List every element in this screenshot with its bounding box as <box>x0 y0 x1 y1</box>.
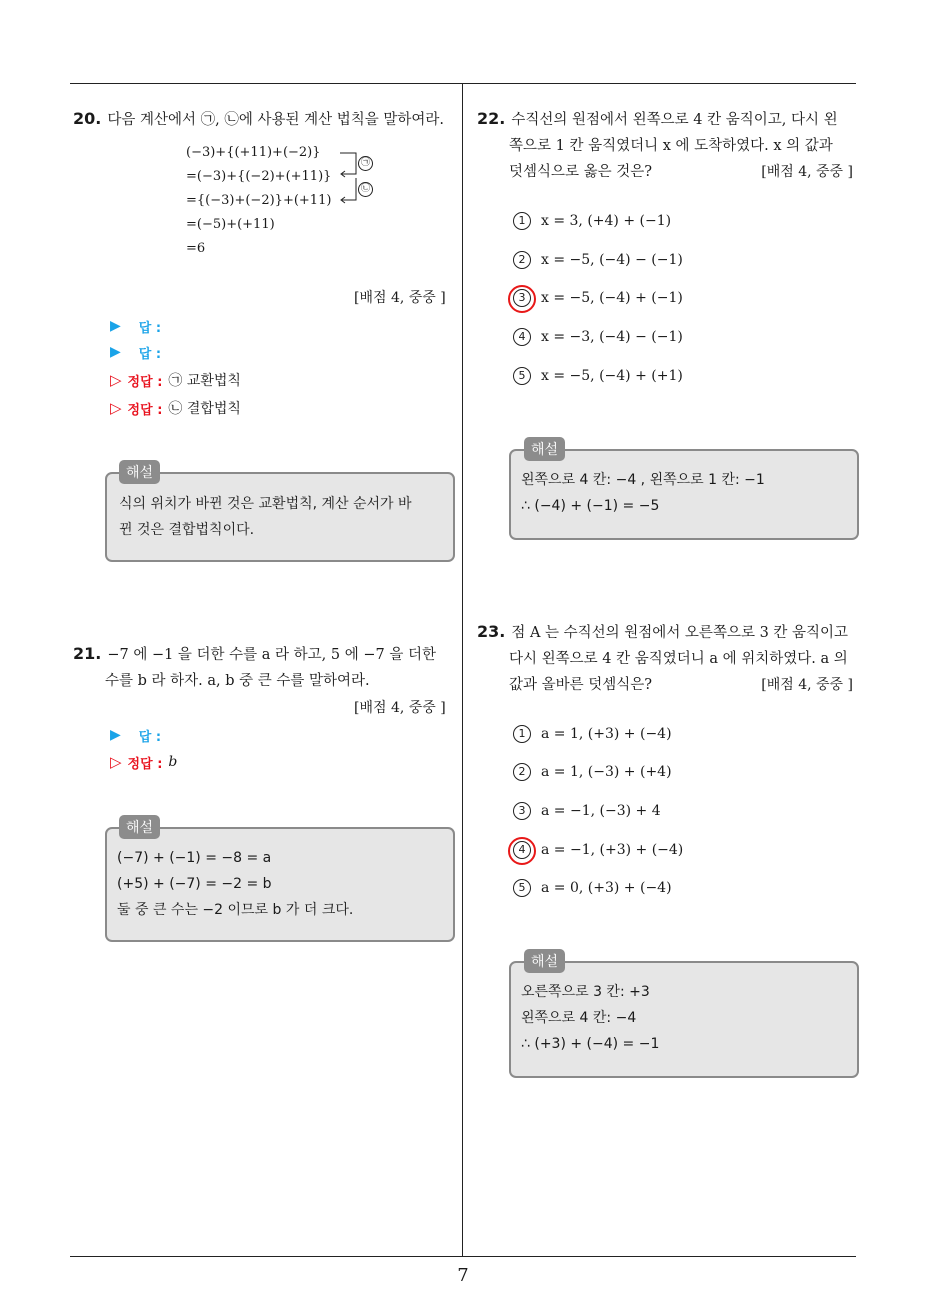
option-number: 2 <box>513 763 531 781</box>
open-triangle-icon: ▷ <box>110 753 122 771</box>
q22-line1: 수직선의 원점에서 왼쪽으로 4 칸 움직이고, 다시 왼 <box>511 112 838 128</box>
answer-label: 답 : <box>138 346 162 362</box>
q22-line3: 덧셈식으로 옳은 것은? <box>509 164 653 180</box>
q23-explanation-text <box>521 979 659 1057</box>
q23-line1: 점 A 는 수직선의 원점에서 오른쪽으로 3 칸 움직이고 <box>511 625 849 641</box>
correct-label: 정답 : <box>127 402 163 418</box>
explanation-tag: 해설 <box>119 815 160 839</box>
q21-correct-row <box>110 749 177 775</box>
calc-line: (−3)+{(+11)+(−2)} <box>186 145 321 160</box>
q20-number: 20. <box>73 109 102 128</box>
q21-line2: 수를 b 라 하자. a, b 중 큰 수를 말하여라. <box>105 673 370 689</box>
q22-number: 22. <box>477 109 506 128</box>
explanation-tag: 해설 <box>119 460 160 484</box>
q20-calculation <box>186 141 331 261</box>
q21-explanation-text <box>117 845 353 923</box>
q21-question <box>73 641 458 694</box>
correct-answer: b <box>168 754 178 770</box>
option-text: x = −3, (−4) − (−1) <box>541 329 683 345</box>
option-text: a = −1, (−3) + 4 <box>541 803 661 819</box>
column-divider <box>462 83 463 1257</box>
q23-option-1[interactable] <box>513 725 672 743</box>
explanation-tag: 해설 <box>524 437 565 461</box>
option-text: x = −5, (−4) + (+1) <box>541 368 683 384</box>
explanation-line: 둘 중 큰 수는 −2 이므로 b 가 더 크다. <box>117 902 354 918</box>
option-number: 3 <box>513 289 531 307</box>
answer-label: 답 : <box>138 320 162 336</box>
correct-label: 정답 : <box>127 756 163 772</box>
option-number: 5 <box>513 367 531 385</box>
option-number: 2 <box>513 251 531 269</box>
filled-triangle-icon: ▶ <box>110 727 121 743</box>
calc-line: ={(−3)+(−2)}+(+11) <box>186 193 332 208</box>
q20-bracket-arrows <box>336 148 362 208</box>
q22-option-5[interactable] <box>513 367 683 385</box>
top-rule <box>70 83 856 84</box>
q22-option-4[interactable] <box>513 328 683 346</box>
q22-option-3[interactable] <box>513 289 683 307</box>
mark-nieun: ㉡ <box>358 182 373 197</box>
q21-number: 21. <box>73 644 102 663</box>
correct-answer: ㉡ 결합법칙 <box>168 401 241 417</box>
q20-text: 다음 계산에서 ㉠, ㉡에 사용된 계산 법칙을 말하여라. <box>107 112 444 128</box>
calc-line: =6 <box>186 241 206 256</box>
q20-explanation-text <box>119 491 412 543</box>
explanation-line: 오른쪽으로 3 칸: +3 <box>521 984 650 1000</box>
q22-option-2[interactable] <box>513 251 683 269</box>
q20-answer-row-1 <box>110 313 161 339</box>
explanation-tag: 해설 <box>524 949 565 973</box>
option-number: 4 <box>513 328 531 346</box>
option-text: x = 3, (+4) + (−1) <box>541 213 672 229</box>
option-number: 5 <box>513 879 531 897</box>
explanation-line: 왼쪽으로 4 칸: −4 <box>521 1010 637 1026</box>
q22-selected-marker <box>508 285 536 313</box>
q20-question <box>73 106 458 133</box>
page-number: 7 <box>457 1265 469 1286</box>
q20-correct-row-2 <box>110 395 241 421</box>
q23-option-5[interactable] <box>513 879 672 897</box>
open-triangle-icon: ▷ <box>110 371 122 389</box>
explanation-line: 뀐 것은 결합법칙이다. <box>119 522 255 538</box>
calc-line: =(−3)+{(−2)+(+11)} <box>186 169 332 184</box>
filled-triangle-icon: ▶ <box>110 344 121 360</box>
option-text: a = −1, (+3) + (−4) <box>541 842 684 858</box>
option-number: 1 <box>513 212 531 230</box>
q22-meta: [배점 4, 중중 ] <box>761 164 853 180</box>
q21-meta: [배점 4, 중중 ] <box>354 700 446 716</box>
q23-meta: [배점 4, 중중 ] <box>761 677 853 693</box>
q20-answer-row-2 <box>110 339 161 365</box>
option-text: a = 1, (+3) + (−4) <box>541 726 672 742</box>
answer-label: 답 : <box>138 729 162 745</box>
option-text: x = −5, (−4) − (−1) <box>541 252 683 268</box>
calc-line: =(−5)+(+11) <box>186 217 275 232</box>
mark-giyeok: ㉠ <box>358 156 373 171</box>
q20-correct-row-1 <box>110 367 241 393</box>
q23-option-2[interactable] <box>513 763 672 781</box>
q20-meta: [배점 4, 중중 ] <box>354 290 446 306</box>
option-number: 4 <box>513 841 531 859</box>
q22-option-1[interactable] <box>513 212 671 230</box>
correct-label: 정답 : <box>127 374 163 390</box>
explanation-line: (+5) + (−7) = −2 = b <box>117 876 272 892</box>
open-triangle-icon: ▷ <box>110 399 122 417</box>
q23-number: 23. <box>477 622 506 641</box>
explanation-line: ∴ (−4) + (−1) = −5 <box>521 498 660 514</box>
q21-answer-row <box>110 722 161 748</box>
option-text: a = 1, (−3) + (+4) <box>541 764 672 780</box>
explanation-line: ∴ (+3) + (−4) = −1 <box>521 1036 660 1052</box>
option-number: 3 <box>513 802 531 820</box>
option-text: x = −5, (−4) + (−1) <box>541 290 683 306</box>
filled-triangle-icon: ▶ <box>110 318 121 334</box>
q23-option-4[interactable] <box>513 841 683 859</box>
explanation-line: (−7) + (−1) = −8 = a <box>117 850 272 866</box>
option-number: 1 <box>513 725 531 743</box>
q23-option-3[interactable] <box>513 802 661 820</box>
option-text: a = 0, (+3) + (−4) <box>541 880 672 896</box>
q21-line1: −7 에 −1 을 더한 수를 a 라 하고, 5 에 −7 을 더한 <box>107 647 436 663</box>
bottom-rule <box>70 1256 856 1257</box>
explanation-line: 왼쪽으로 4 칸: −4 , 왼쪽으로 1 칸: −1 <box>521 472 765 488</box>
q23-question <box>477 619 857 698</box>
q23-line3: 값과 올바른 덧셈식은? <box>509 677 653 693</box>
correct-answer: ㉠ 교환법칙 <box>168 373 241 389</box>
q23-selected-marker <box>508 837 536 865</box>
q22-line2: 쪽으로 1 칸 움직였더니 x 에 도착하였다. x 의 값과 <box>509 138 833 154</box>
q22-explanation-text <box>521 467 765 519</box>
q23-line2: 다시 왼쪽으로 4 칸 움직였더니 a 에 위치하였다. a 의 <box>509 651 848 667</box>
explanation-line: 식의 위치가 바뀐 것은 교환법칙, 계산 순서가 바 <box>119 496 412 512</box>
q22-question <box>477 106 857 185</box>
